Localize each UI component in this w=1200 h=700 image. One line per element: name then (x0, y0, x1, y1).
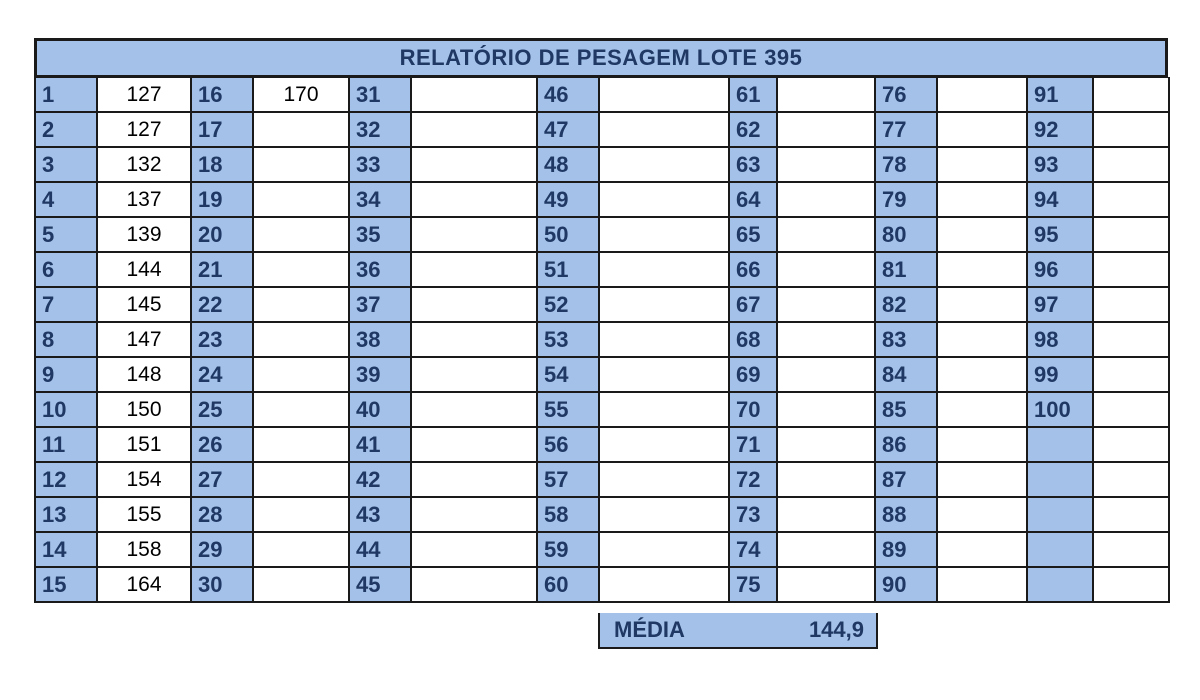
weight-value (411, 217, 537, 252)
item-number: 93 (1027, 147, 1093, 182)
weight-value (599, 427, 729, 462)
weight-value: 148 (97, 357, 191, 392)
item-number: 36 (349, 252, 411, 287)
table-row (35, 182, 1169, 217)
weight-value (599, 287, 729, 322)
weight-value (599, 567, 729, 602)
item-number: 10 (35, 392, 97, 427)
item-number: 35 (349, 217, 411, 252)
weight-value (599, 147, 729, 182)
item-number: 85 (875, 392, 937, 427)
item-number: 9 (35, 357, 97, 392)
table-row (35, 217, 1169, 252)
weight-value (411, 462, 537, 497)
weight-value (411, 287, 537, 322)
weight-value (937, 252, 1027, 287)
weight-value (937, 217, 1027, 252)
average-value: 144,9 (808, 617, 864, 642)
item-number: 15 (35, 567, 97, 602)
item-number: 25 (191, 392, 253, 427)
weight-value (599, 462, 729, 497)
weight-value (253, 217, 349, 252)
weight-value (777, 78, 875, 113)
item-number: 87 (875, 462, 937, 497)
table-row (35, 427, 1169, 462)
weight-value (937, 357, 1027, 392)
item-number: 55 (537, 392, 599, 427)
item-number: 16 (191, 78, 253, 113)
item-number (1027, 462, 1093, 497)
item-number: 97 (1027, 287, 1093, 322)
weight-value (937, 567, 1027, 602)
weight-value (937, 462, 1027, 497)
item-number: 83 (875, 322, 937, 357)
weight-value (777, 357, 875, 392)
weighing-table-body (35, 78, 1169, 603)
weight-value (599, 497, 729, 532)
item-number: 26 (191, 427, 253, 462)
item-number: 21 (191, 252, 253, 287)
table-row (35, 357, 1169, 392)
item-number: 76 (875, 78, 937, 113)
item-number: 92 (1027, 112, 1093, 147)
item-number: 13 (35, 497, 97, 532)
item-number: 64 (729, 182, 777, 217)
weight-value: 127 (97, 78, 191, 113)
item-number: 38 (349, 322, 411, 357)
weight-value (599, 78, 729, 113)
item-number: 73 (729, 497, 777, 532)
item-number: 33 (349, 147, 411, 182)
weight-value (599, 182, 729, 217)
item-number: 70 (729, 392, 777, 427)
item-number: 72 (729, 462, 777, 497)
average-label: MÉDIA (614, 617, 685, 642)
item-number: 5 (35, 217, 97, 252)
weight-value (937, 147, 1027, 182)
item-number: 46 (537, 78, 599, 113)
table-row (35, 567, 1169, 602)
item-number: 74 (729, 532, 777, 567)
weight-value (937, 322, 1027, 357)
item-number: 50 (537, 217, 599, 252)
item-number: 45 (349, 567, 411, 602)
item-number: 61 (729, 78, 777, 113)
weight-value (253, 112, 349, 147)
weight-value (411, 532, 537, 567)
weight-value (937, 532, 1027, 567)
report-title: RELATÓRIO DE PESAGEM LOTE 395 (34, 38, 1168, 77)
weight-value (411, 182, 537, 217)
weight-value (411, 392, 537, 427)
item-number: 42 (349, 462, 411, 497)
item-number: 69 (729, 357, 777, 392)
item-number (1027, 532, 1093, 567)
item-number: 98 (1027, 322, 1093, 357)
item-number: 12 (35, 462, 97, 497)
item-number: 63 (729, 147, 777, 182)
weight-value (1093, 532, 1169, 567)
weight-value: 150 (97, 392, 191, 427)
item-number: 68 (729, 322, 777, 357)
weighing-report (34, 38, 1168, 603)
weight-value (599, 357, 729, 392)
weight-value (599, 252, 729, 287)
weight-value: 127 (97, 112, 191, 147)
item-number: 81 (875, 252, 937, 287)
weight-value: 137 (97, 182, 191, 217)
weight-value (937, 497, 1027, 532)
item-number: 37 (349, 287, 411, 322)
weight-value (411, 78, 537, 113)
item-number: 66 (729, 252, 777, 287)
weight-value (253, 252, 349, 287)
item-number: 54 (537, 357, 599, 392)
weight-value (411, 112, 537, 147)
item-number: 31 (349, 78, 411, 113)
item-number: 79 (875, 182, 937, 217)
weight-value (777, 147, 875, 182)
weight-value (253, 462, 349, 497)
table-row (35, 252, 1169, 287)
item-number: 27 (191, 462, 253, 497)
item-number: 6 (35, 252, 97, 287)
weight-value (1093, 287, 1169, 322)
weight-value (599, 392, 729, 427)
weight-value (253, 357, 349, 392)
weight-value (937, 427, 1027, 462)
weight-value (1093, 182, 1169, 217)
weight-value (253, 287, 349, 322)
weight-value: 139 (97, 217, 191, 252)
item-number: 40 (349, 392, 411, 427)
weight-value (253, 322, 349, 357)
item-number: 86 (875, 427, 937, 462)
item-number (1027, 427, 1093, 462)
weight-value (599, 532, 729, 567)
item-number: 57 (537, 462, 599, 497)
weight-value (1093, 147, 1169, 182)
weight-value: 144 (97, 252, 191, 287)
weight-value: 170 (253, 78, 349, 113)
weight-value (253, 532, 349, 567)
item-number: 88 (875, 497, 937, 532)
average-box (598, 613, 878, 649)
weight-value (411, 357, 537, 392)
weight-value (253, 392, 349, 427)
weight-value (777, 462, 875, 497)
weight-value (777, 567, 875, 602)
weight-value (777, 497, 875, 532)
table-row (35, 322, 1169, 357)
weight-value (411, 252, 537, 287)
weight-value (411, 427, 537, 462)
weight-value (777, 112, 875, 147)
item-number: 20 (191, 217, 253, 252)
item-number: 41 (349, 427, 411, 462)
weight-value (253, 147, 349, 182)
item-number: 84 (875, 357, 937, 392)
table-row (35, 462, 1169, 497)
weight-value (777, 392, 875, 427)
table-row (35, 78, 1169, 113)
item-number: 52 (537, 287, 599, 322)
item-number: 30 (191, 567, 253, 602)
weight-value (777, 427, 875, 462)
item-number: 44 (349, 532, 411, 567)
weight-value (253, 182, 349, 217)
weight-value: 145 (97, 287, 191, 322)
item-number: 47 (537, 112, 599, 147)
weight-value: 158 (97, 532, 191, 567)
weight-value (937, 182, 1027, 217)
weight-value: 132 (97, 147, 191, 182)
table-row (35, 112, 1169, 147)
weight-value: 151 (97, 427, 191, 462)
item-number: 48 (537, 147, 599, 182)
weight-value (777, 217, 875, 252)
item-number: 14 (35, 532, 97, 567)
item-number: 11 (35, 427, 97, 462)
item-number: 82 (875, 287, 937, 322)
weight-value: 155 (97, 497, 191, 532)
weight-value (253, 567, 349, 602)
item-number: 100 (1027, 392, 1093, 427)
item-number: 77 (875, 112, 937, 147)
item-number: 32 (349, 112, 411, 147)
table-row (35, 287, 1169, 322)
weight-value (1093, 217, 1169, 252)
weight-value: 164 (97, 567, 191, 602)
item-number: 29 (191, 532, 253, 567)
item-number: 95 (1027, 217, 1093, 252)
weight-value (937, 392, 1027, 427)
weight-value (777, 182, 875, 217)
weight-value (1093, 322, 1169, 357)
item-number: 34 (349, 182, 411, 217)
weight-value (1093, 567, 1169, 602)
item-number: 94 (1027, 182, 1093, 217)
weight-value (599, 217, 729, 252)
item-number: 17 (191, 112, 253, 147)
item-number: 18 (191, 147, 253, 182)
item-number: 53 (537, 322, 599, 357)
weight-value (937, 287, 1027, 322)
weight-value (777, 252, 875, 287)
table-row (35, 497, 1169, 532)
weight-value (1093, 357, 1169, 392)
weight-value (1093, 497, 1169, 532)
item-number: 19 (191, 182, 253, 217)
item-number (1027, 497, 1093, 532)
table-row (35, 147, 1169, 182)
item-number: 8 (35, 322, 97, 357)
weight-value (937, 112, 1027, 147)
weight-value (1093, 392, 1169, 427)
weight-value (411, 322, 537, 357)
item-number: 89 (875, 532, 937, 567)
item-number: 99 (1027, 357, 1093, 392)
weight-value: 147 (97, 322, 191, 357)
item-number: 2 (35, 112, 97, 147)
item-number: 60 (537, 567, 599, 602)
weight-value (411, 567, 537, 602)
item-number: 4 (35, 182, 97, 217)
item-number: 91 (1027, 78, 1093, 113)
item-number: 39 (349, 357, 411, 392)
weight-value (411, 147, 537, 182)
item-number: 56 (537, 427, 599, 462)
item-number: 62 (729, 112, 777, 147)
item-number: 67 (729, 287, 777, 322)
weight-value (777, 532, 875, 567)
item-number: 28 (191, 497, 253, 532)
item-number: 90 (875, 567, 937, 602)
weight-value (253, 427, 349, 462)
item-number: 51 (537, 252, 599, 287)
weight-value (1093, 112, 1169, 147)
item-number (1027, 567, 1093, 602)
weight-value (1093, 78, 1169, 113)
weight-value (599, 112, 729, 147)
item-number: 96 (1027, 252, 1093, 287)
item-number: 75 (729, 567, 777, 602)
weight-value (599, 322, 729, 357)
item-number: 65 (729, 217, 777, 252)
table-row (35, 532, 1169, 567)
item-number: 24 (191, 357, 253, 392)
weighing-table (34, 77, 1170, 603)
item-number: 22 (191, 287, 253, 322)
weight-value (1093, 462, 1169, 497)
weight-value (1093, 427, 1169, 462)
item-number: 23 (191, 322, 253, 357)
item-number: 1 (35, 78, 97, 113)
weight-value: 154 (97, 462, 191, 497)
item-number: 7 (35, 287, 97, 322)
item-number: 3 (35, 147, 97, 182)
weight-value (411, 497, 537, 532)
table-row (35, 392, 1169, 427)
item-number: 80 (875, 217, 937, 252)
item-number: 71 (729, 427, 777, 462)
item-number: 59 (537, 532, 599, 567)
item-number: 78 (875, 147, 937, 182)
item-number: 43 (349, 497, 411, 532)
weight-value (777, 287, 875, 322)
weight-value (253, 497, 349, 532)
item-number: 58 (537, 497, 599, 532)
weight-value (1093, 252, 1169, 287)
weight-value (937, 78, 1027, 113)
weight-value (777, 322, 875, 357)
item-number: 49 (537, 182, 599, 217)
